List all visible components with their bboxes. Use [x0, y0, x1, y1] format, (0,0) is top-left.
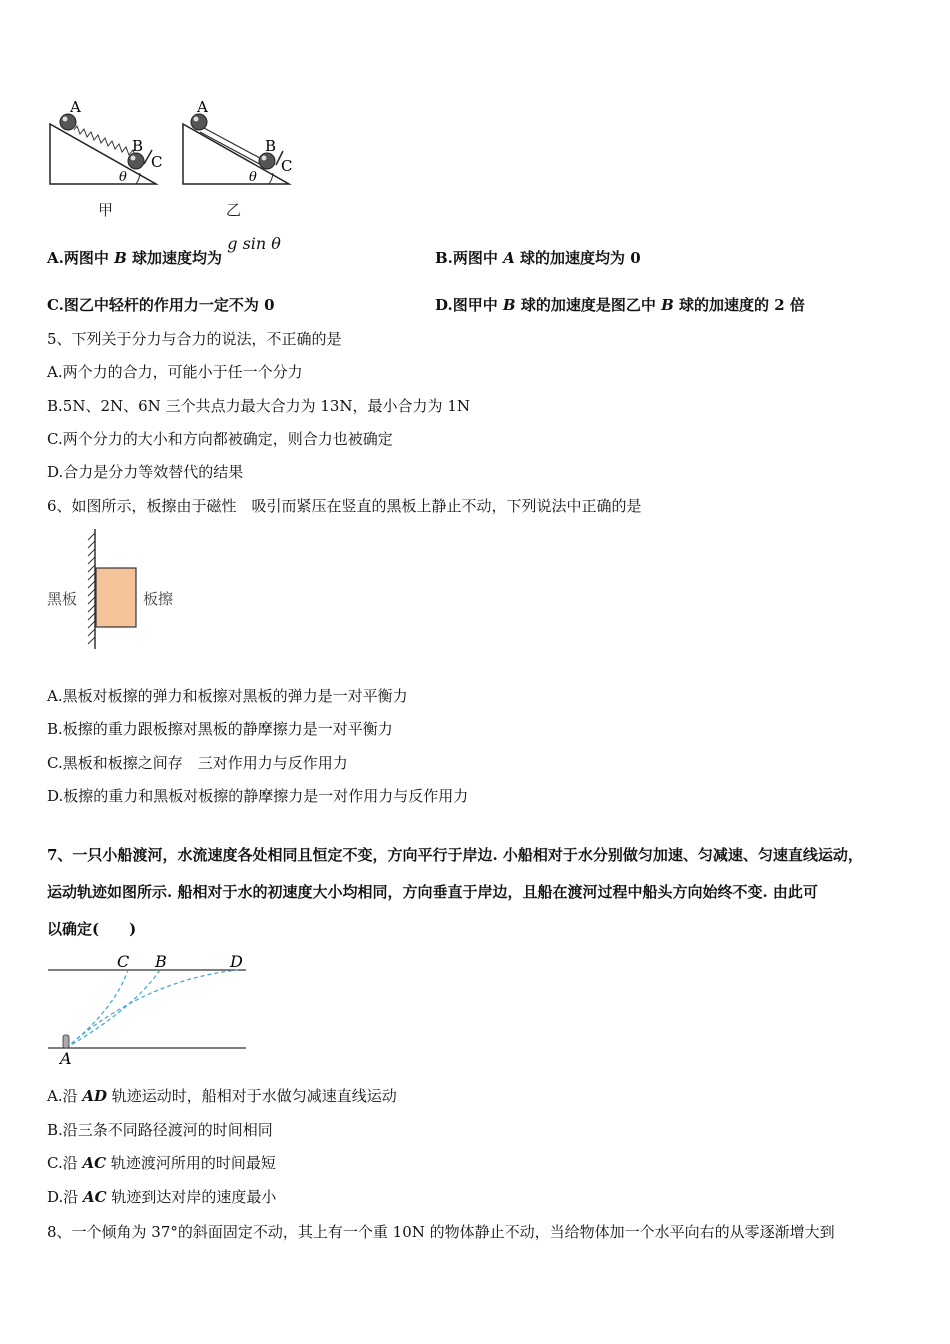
label-a: A — [197, 98, 208, 116]
q7-option-a: A.沿 AD 轨迹运动时，船相对于水做匀减速直线运动 — [47, 1087, 397, 1105]
q6-stem: 6、如图所示，板擦由于磁性 吸引而紧压在竖直的黑板上静止不动，下列说法中正确的是 — [47, 497, 642, 515]
q7-option-b: B.沿三条不同路径渡河的时间相同 — [47, 1121, 273, 1139]
q5-option-d: D.合力是分力等效替代的结果 — [47, 463, 244, 481]
label-c: C — [281, 157, 293, 175]
label-b: B — [132, 137, 144, 155]
path-ab — [66, 970, 160, 1048]
q6-option-b: B.板擦的重力跟板擦对黑板的静摩擦力是一对平衡力 — [47, 720, 393, 738]
blackboard-eraser-figure — [80, 527, 150, 652]
label-a: A — [60, 1049, 72, 1068]
q7-option-c: C.沿 AC 轨迹渡河所用的时间最短 — [47, 1154, 276, 1172]
q5-stem: 5、下列关于分力与合力的说法，不正确的是 — [47, 330, 342, 348]
incline-figure-yi — [177, 98, 307, 190]
path-ad — [66, 970, 238, 1048]
q7-option-d: D.沿 AC 轨迹到达对岸的速度最小 — [47, 1188, 277, 1206]
q4-option-c: C.图乙中轻杆的作用力一定不为 0 — [47, 296, 275, 314]
label-c: C — [151, 153, 163, 171]
label-b: B — [155, 952, 167, 971]
q7-stem-line3: 以确定( ) — [47, 920, 137, 938]
incline-figure-jia — [44, 98, 174, 190]
q4-option-d: D.图甲中 B 球的加速度是图乙中 B 球的加速度的 2 倍 — [435, 296, 805, 314]
label-eraser: 板擦 — [143, 590, 174, 608]
river-crossing-figure — [44, 950, 254, 1068]
label-theta: θ — [249, 170, 257, 185]
q6-option-c: C.黑板和板擦之间存 三对作用力与反作用力 — [47, 754, 348, 772]
q4-option-b: B.两图中 A 球的加速度均为 0 — [435, 249, 641, 267]
label-b: B — [265, 137, 277, 155]
q4-option-a: A.两图中 B 球加速度均为 g sin θ — [47, 234, 281, 267]
q7-stem-line2: 运动轨迹如图所示. 船相对于水的初速度大小均相同，方向垂直于岸边，且船在渡河过程中船头方向始终不变. 由此可 — [47, 883, 818, 901]
label-c: C — [117, 952, 130, 971]
q6-option-d: D.板擦的重力和黑板对板擦的静摩擦力是一对作用力与反作用力 — [47, 787, 469, 805]
eraser-block — [96, 568, 136, 627]
label-a: A — [70, 98, 81, 116]
q5-option-a: A.两个力的合力，可能小于任一个分力 — [47, 363, 303, 381]
label-theta: θ — [119, 170, 127, 185]
q7-stem-line1: 7、一只小船渡河，水流速度各处相同且恒定不变，方向平行于岸边. 小船相对于水分别做匀加速、匀减速、匀速直线运动， — [47, 846, 863, 864]
label-blackboard: 黑板 — [47, 590, 78, 608]
caption-jia: 甲 — [98, 201, 114, 219]
q6-option-a: A.黑板对板擦的弹力和板擦对黑板的弹力是一对平衡力 — [47, 687, 408, 705]
q5-option-b: B.5N、2N、6N 三个共点力最大合力为 13N，最小合力为 1N — [47, 397, 470, 415]
q5-option-c: C.两个分力的大小和方向都被确定，则合力也被确定 — [47, 430, 393, 448]
q8-stem: 8、一个倾角为 37°的斜面固定不动，其上有一个重 10N 的物体静止不动，当给物体加一个水平向右的从零逐渐增大到 — [47, 1223, 835, 1241]
label-d: D — [230, 952, 243, 971]
formula-g-sin-theta: g sin θ — [227, 234, 281, 253]
caption-yi: 乙 — [226, 201, 242, 219]
boat-icon — [63, 1035, 69, 1048]
